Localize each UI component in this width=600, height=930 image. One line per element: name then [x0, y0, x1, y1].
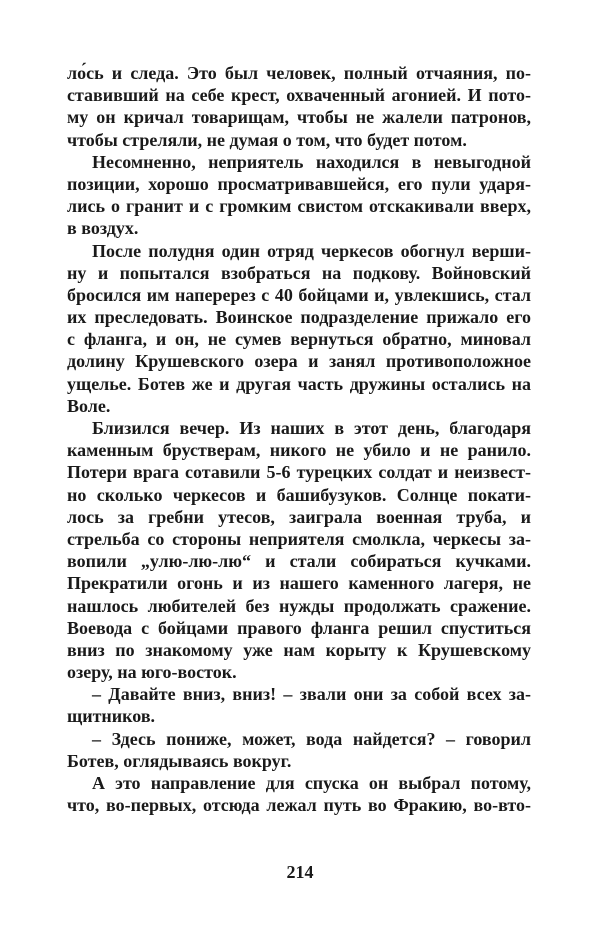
text-line: Прекратили огонь и из нашего каменного лагеря, не	[67, 573, 531, 594]
text-line: с фланга, и он, не сумев вернуться обратно, миновал	[67, 329, 531, 350]
text-line: ло́сь и следа. Это был человек, полный отчаяния, по-	[67, 63, 531, 83]
text-line: но сколько черкесов и башибузуков. Солнце покати-	[67, 484, 531, 505]
text-line: – Давайте вниз, вниз! – звали они за собой всех за-	[92, 684, 531, 705]
text-line: ущелье. Ботев же и другая часть дружины остались на	[67, 373, 531, 394]
text-line: вниз по знакомому уже нам корыту к Крушевскому	[67, 639, 531, 660]
page-body-text	[67, 62, 531, 816]
text-line: Воле.	[67, 395, 111, 416]
text-line: ставивший на себе крест, охваченный агонией. И пото-	[67, 85, 531, 106]
text-line: чтобы стреляли, не думая о том, что будет потом.	[67, 129, 467, 150]
text-line: Несомненно, неприятель находился в невыгодной	[92, 151, 531, 172]
text-line: стрельба со стороны неприятеля смолкла, черкесы за-	[67, 528, 531, 549]
text-line: долину Крушевского озера и занял противоположное	[67, 351, 531, 372]
text-line: – Здесь пониже, может, вода найдется? – говорил	[92, 728, 531, 749]
text-line: лись о гранит и с громким свистом отскакивали вверх,	[67, 196, 531, 217]
text-line: лось за гребни утесов, заиграла военная труба, и	[67, 506, 531, 527]
text-line: нашлось любителей без нужды продолжать сражение.	[67, 595, 531, 616]
text-line: бросился им наперерез с 40 бойцами и, увлекшись, стал	[67, 284, 531, 305]
text-line: После полудня один отряд черкесов обогнул верши-	[92, 240, 531, 261]
text-line: каменным брустверам, никого не убило и не ранило.	[67, 440, 531, 461]
text-line: Ботев, оглядываясь вокруг.	[67, 750, 292, 771]
page-number: 214	[286, 862, 314, 882]
text-line: что, во-первых, отсюда лежал путь во Фракию, во-вто-	[67, 795, 531, 816]
text-line: Воевода с бойцами правого фланга решил спуститься	[67, 617, 531, 638]
text-line: вопили „улю-лю-лю“ и стали собираться кучками.	[67, 551, 531, 572]
text-line: их преследовать. Воинское подразделение прижало его	[67, 307, 531, 328]
text-line: А это направление для спуска он выбрал потому,	[92, 773, 531, 793]
text-line: озеру, на юго-восток.	[67, 662, 237, 683]
text-line: Потери врага сотавили 5-6 турецких солдат и неизвест-	[67, 462, 531, 483]
text-line: в воздух.	[67, 218, 139, 239]
text-line: му он кричал товарищам, чтобы не жалели патронов,	[67, 107, 531, 128]
text-line: ну и попытался взобраться на подкову. Войновский	[67, 262, 531, 283]
text-line: Близился вечер. Из наших в этот день, благодаря	[92, 418, 531, 438]
text-line: позиции, хорошо просматривавшейся, его пули ударя-	[67, 173, 531, 194]
text-line: щитников.	[67, 706, 156, 727]
